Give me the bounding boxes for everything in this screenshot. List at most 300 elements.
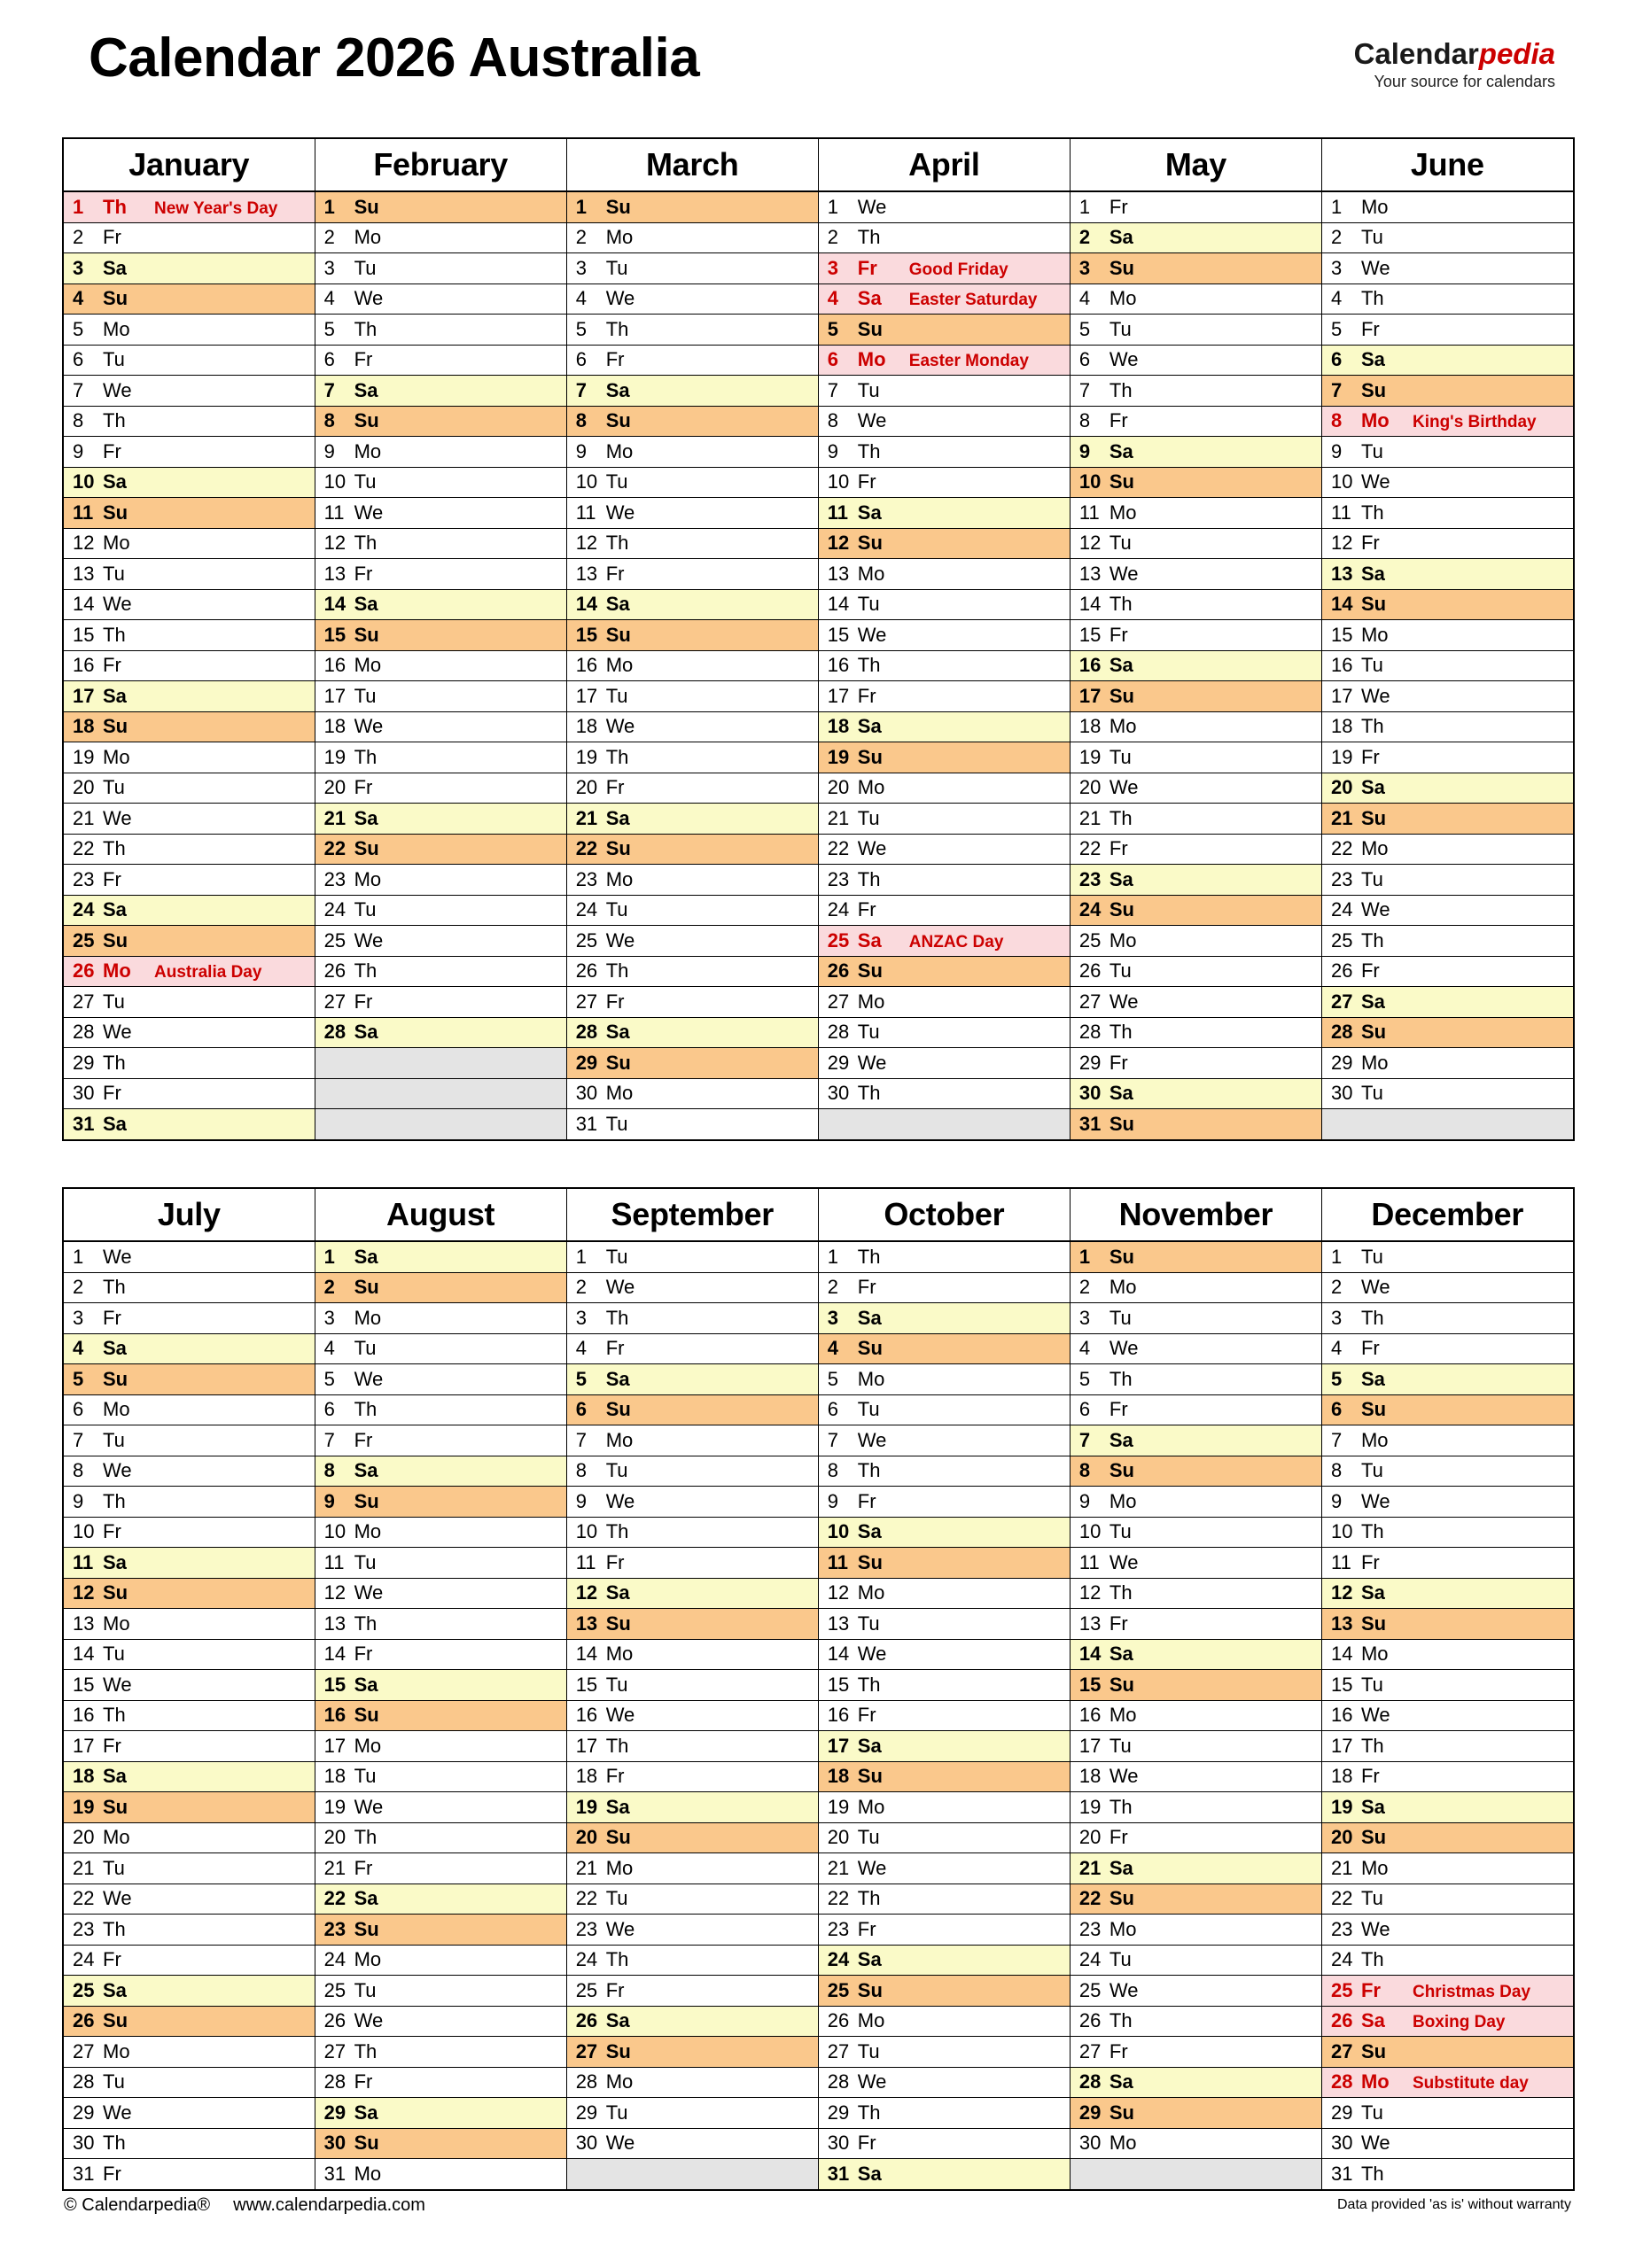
day-cell-october-18[interactable]: [818, 1761, 1070, 1792]
day-cell-december-5[interactable]: [1321, 1364, 1573, 1395]
day-cell-april-21[interactable]: [818, 804, 1070, 835]
day-cell-september-21[interactable]: [566, 1853, 818, 1884]
day-cell-february-11[interactable]: [315, 498, 566, 529]
day-cell-february-16[interactable]: [315, 650, 566, 681]
day-cell-june-18[interactable]: [1321, 711, 1573, 742]
day-cell-march-29[interactable]: [566, 1048, 818, 1079]
day-cell-january-6[interactable]: [63, 345, 315, 376]
day-cell-october-4[interactable]: [818, 1333, 1070, 1364]
day-cell-december-27[interactable]: [1321, 2037, 1573, 2068]
day-cell-november-5[interactable]: [1070, 1364, 1321, 1395]
day-cell-september-18[interactable]: [566, 1761, 818, 1792]
day-cell-february-17[interactable]: [315, 681, 566, 712]
day-cell-september-26[interactable]: [566, 2006, 818, 2037]
day-cell-may-31[interactable]: [1070, 1109, 1321, 1140]
day-cell-february-20[interactable]: [315, 773, 566, 804]
day-cell-october-7[interactable]: [818, 1425, 1070, 1456]
day-cell-october-20[interactable]: [818, 1822, 1070, 1853]
day-cell-july-30[interactable]: [63, 2128, 315, 2159]
day-cell-october-21[interactable]: [818, 1853, 1070, 1884]
day-cell-july-13[interactable]: [63, 1609, 315, 1640]
day-cell-october-15[interactable]: [818, 1670, 1070, 1701]
day-cell-january-26[interactable]: [63, 956, 315, 987]
day-cell-july-2[interactable]: [63, 1272, 315, 1303]
day-cell-march-11[interactable]: [566, 498, 818, 529]
day-cell-march-28[interactable]: [566, 1017, 818, 1048]
day-cell-june-12[interactable]: [1321, 528, 1573, 559]
day-cell-april-11[interactable]: [818, 498, 1070, 529]
day-cell-june-23[interactable]: [1321, 865, 1573, 896]
day-cell-august-10[interactable]: [315, 1517, 566, 1548]
day-cell-december-1[interactable]: [1321, 1241, 1573, 1272]
day-cell-march-20[interactable]: [566, 773, 818, 804]
day-cell-october-5[interactable]: [818, 1364, 1070, 1395]
day-cell-july-26[interactable]: [63, 2006, 315, 2037]
day-cell-march-12[interactable]: [566, 528, 818, 559]
day-cell-october-26[interactable]: [818, 2006, 1070, 2037]
day-cell-may-14[interactable]: [1070, 589, 1321, 620]
day-cell-july-22[interactable]: [63, 1884, 315, 1915]
day-cell-march-10[interactable]: [566, 467, 818, 498]
day-cell-may-22[interactable]: [1070, 834, 1321, 865]
day-cell-january-12[interactable]: [63, 528, 315, 559]
day-cell-june-13[interactable]: [1321, 559, 1573, 590]
day-cell-march-30[interactable]: [566, 1078, 818, 1109]
day-cell-march-14[interactable]: [566, 589, 818, 620]
day-cell-june-3[interactable]: [1321, 253, 1573, 284]
day-cell-july-28[interactable]: [63, 2067, 315, 2098]
day-cell-april-25[interactable]: [818, 926, 1070, 957]
day-cell-april-24[interactable]: [818, 895, 1070, 926]
day-cell-september-9[interactable]: [566, 1487, 818, 1518]
day-cell-march-15[interactable]: [566, 620, 818, 651]
day-cell-july-18[interactable]: [63, 1761, 315, 1792]
day-cell-june-2[interactable]: [1321, 222, 1573, 253]
day-cell-march-21[interactable]: [566, 804, 818, 835]
day-cell-february-5[interactable]: [315, 315, 566, 346]
day-cell-september-25[interactable]: [566, 1976, 818, 2007]
day-cell-october-8[interactable]: [818, 1456, 1070, 1487]
day-cell-november-21[interactable]: [1070, 1853, 1321, 1884]
day-cell-july-19[interactable]: [63, 1792, 315, 1823]
day-cell-june-28[interactable]: [1321, 1017, 1573, 1048]
day-cell-april-26[interactable]: [818, 956, 1070, 987]
day-cell-november-15[interactable]: [1070, 1670, 1321, 1701]
day-cell-may-6[interactable]: [1070, 345, 1321, 376]
day-cell-may-11[interactable]: [1070, 498, 1321, 529]
day-cell-january-19[interactable]: [63, 742, 315, 773]
day-cell-november-28[interactable]: [1070, 2067, 1321, 2098]
day-cell-april-27[interactable]: [818, 987, 1070, 1018]
day-cell-february-13[interactable]: [315, 559, 566, 590]
day-cell-february-4[interactable]: [315, 284, 566, 315]
day-cell-january-25[interactable]: [63, 926, 315, 957]
day-cell-june-22[interactable]: [1321, 834, 1573, 865]
day-cell-may-5[interactable]: [1070, 315, 1321, 346]
day-cell-december-20[interactable]: [1321, 1822, 1573, 1853]
day-cell-august-1[interactable]: [315, 1241, 566, 1272]
day-cell-september-1[interactable]: [566, 1241, 818, 1272]
day-cell-september-19[interactable]: [566, 1792, 818, 1823]
day-cell-february-24[interactable]: [315, 895, 566, 926]
day-cell-december-8[interactable]: [1321, 1456, 1573, 1487]
day-cell-august-19[interactable]: [315, 1792, 566, 1823]
day-cell-november-6[interactable]: [1070, 1394, 1321, 1425]
day-cell-february-12[interactable]: [315, 528, 566, 559]
day-cell-august-6[interactable]: [315, 1394, 566, 1425]
day-cell-may-30[interactable]: [1070, 1078, 1321, 1109]
day-cell-august-25[interactable]: [315, 1976, 566, 2007]
day-cell-november-8[interactable]: [1070, 1456, 1321, 1487]
day-cell-may-9[interactable]: [1070, 437, 1321, 468]
day-cell-august-18[interactable]: [315, 1761, 566, 1792]
day-cell-june-20[interactable]: [1321, 773, 1573, 804]
day-cell-july-8[interactable]: [63, 1456, 315, 1487]
day-cell-november-25[interactable]: [1070, 1976, 1321, 2007]
day-cell-july-14[interactable]: [63, 1639, 315, 1670]
day-cell-october-3[interactable]: [818, 1303, 1070, 1334]
day-cell-december-17[interactable]: [1321, 1731, 1573, 1762]
day-cell-november-11[interactable]: [1070, 1548, 1321, 1579]
day-cell-august-31[interactable]: [315, 2159, 566, 2190]
day-cell-july-31[interactable]: [63, 2159, 315, 2190]
day-cell-december-6[interactable]: [1321, 1394, 1573, 1425]
day-cell-june-30[interactable]: [1321, 1078, 1573, 1109]
footer-website-link[interactable]: www.calendarpedia.com: [233, 2195, 425, 2215]
day-cell-november-10[interactable]: [1070, 1517, 1321, 1548]
day-cell-september-4[interactable]: [566, 1333, 818, 1364]
day-cell-march-23[interactable]: [566, 865, 818, 896]
day-cell-january-29[interactable]: [63, 1048, 315, 1079]
day-cell-june-24[interactable]: [1321, 895, 1573, 926]
day-cell-october-2[interactable]: [818, 1272, 1070, 1303]
day-cell-october-9[interactable]: [818, 1487, 1070, 1518]
day-cell-november-16[interactable]: [1070, 1700, 1321, 1731]
day-cell-february-7[interactable]: [315, 376, 566, 407]
day-cell-march-4[interactable]: [566, 284, 818, 315]
day-cell-january-17[interactable]: [63, 681, 315, 712]
day-cell-december-19[interactable]: [1321, 1792, 1573, 1823]
day-cell-november-9[interactable]: [1070, 1487, 1321, 1518]
day-cell-november-1[interactable]: [1070, 1241, 1321, 1272]
day-cell-august-17[interactable]: [315, 1731, 566, 1762]
day-cell-january-7[interactable]: [63, 376, 315, 407]
day-cell-october-27[interactable]: [818, 2037, 1070, 2068]
day-cell-november-12[interactable]: [1070, 1578, 1321, 1609]
day-cell-june-11[interactable]: [1321, 498, 1573, 529]
day-cell-march-8[interactable]: [566, 406, 818, 437]
day-cell-december-22[interactable]: [1321, 1884, 1573, 1915]
day-cell-april-3[interactable]: [818, 253, 1070, 284]
day-cell-march-27[interactable]: [566, 987, 818, 1018]
day-cell-august-28[interactable]: [315, 2067, 566, 2098]
day-cell-may-20[interactable]: [1070, 773, 1321, 804]
day-cell-september-12[interactable]: [566, 1578, 818, 1609]
day-cell-june-25[interactable]: [1321, 926, 1573, 957]
day-cell-march-3[interactable]: [566, 253, 818, 284]
day-cell-august-16[interactable]: [315, 1700, 566, 1731]
day-cell-may-24[interactable]: [1070, 895, 1321, 926]
day-cell-august-21[interactable]: [315, 1853, 566, 1884]
day-cell-december-12[interactable]: [1321, 1578, 1573, 1609]
day-cell-march-1[interactable]: [566, 191, 818, 222]
day-cell-january-11[interactable]: [63, 498, 315, 529]
day-cell-october-6[interactable]: [818, 1394, 1070, 1425]
day-cell-may-12[interactable]: [1070, 528, 1321, 559]
day-cell-may-23[interactable]: [1070, 865, 1321, 896]
day-cell-november-14[interactable]: [1070, 1639, 1321, 1670]
day-cell-september-23[interactable]: [566, 1915, 818, 1946]
day-cell-may-16[interactable]: [1070, 650, 1321, 681]
day-cell-december-2[interactable]: [1321, 1272, 1573, 1303]
day-cell-september-5[interactable]: [566, 1364, 818, 1395]
day-cell-january-5[interactable]: [63, 315, 315, 346]
day-cell-january-23[interactable]: [63, 865, 315, 896]
day-cell-may-1[interactable]: [1070, 191, 1321, 222]
day-cell-december-26[interactable]: [1321, 2006, 1573, 2037]
day-cell-march-25[interactable]: [566, 926, 818, 957]
day-cell-october-23[interactable]: [818, 1915, 1070, 1946]
day-cell-september-24[interactable]: [566, 1945, 818, 1976]
day-cell-september-6[interactable]: [566, 1394, 818, 1425]
day-cell-may-17[interactable]: [1070, 681, 1321, 712]
day-cell-august-3[interactable]: [315, 1303, 566, 1334]
day-cell-august-23[interactable]: [315, 1915, 566, 1946]
day-cell-september-14[interactable]: [566, 1639, 818, 1670]
day-cell-july-11[interactable]: [63, 1548, 315, 1579]
day-cell-december-24[interactable]: [1321, 1945, 1573, 1976]
day-cell-march-18[interactable]: [566, 711, 818, 742]
day-cell-march-16[interactable]: [566, 650, 818, 681]
day-cell-june-21[interactable]: [1321, 804, 1573, 835]
day-cell-august-15[interactable]: [315, 1670, 566, 1701]
day-cell-november-29[interactable]: [1070, 2098, 1321, 2129]
day-cell-november-13[interactable]: [1070, 1609, 1321, 1640]
day-cell-august-11[interactable]: [315, 1548, 566, 1579]
day-cell-december-11[interactable]: [1321, 1548, 1573, 1579]
day-cell-december-13[interactable]: [1321, 1609, 1573, 1640]
day-cell-october-14[interactable]: [818, 1639, 1070, 1670]
day-cell-april-10[interactable]: [818, 467, 1070, 498]
day-cell-december-18[interactable]: [1321, 1761, 1573, 1792]
day-cell-october-28[interactable]: [818, 2067, 1070, 2098]
day-cell-june-14[interactable]: [1321, 589, 1573, 620]
day-cell-march-24[interactable]: [566, 895, 818, 926]
day-cell-june-17[interactable]: [1321, 681, 1573, 712]
day-cell-november-4[interactable]: [1070, 1333, 1321, 1364]
day-cell-february-19[interactable]: [315, 742, 566, 773]
day-cell-march-7[interactable]: [566, 376, 818, 407]
day-cell-january-1[interactable]: [63, 191, 315, 222]
day-cell-january-28[interactable]: [63, 1017, 315, 1048]
day-cell-june-27[interactable]: [1321, 987, 1573, 1018]
day-cell-june-26[interactable]: [1321, 956, 1573, 987]
day-cell-february-10[interactable]: [315, 467, 566, 498]
day-cell-may-28[interactable]: [1070, 1017, 1321, 1048]
day-cell-april-13[interactable]: [818, 559, 1070, 590]
day-cell-august-27[interactable]: [315, 2037, 566, 2068]
day-cell-december-29[interactable]: [1321, 2098, 1573, 2129]
day-cell-october-13[interactable]: [818, 1609, 1070, 1640]
day-cell-august-24[interactable]: [315, 1945, 566, 1976]
day-cell-december-10[interactable]: [1321, 1517, 1573, 1548]
day-cell-june-16[interactable]: [1321, 650, 1573, 681]
day-cell-april-18[interactable]: [818, 711, 1070, 742]
day-cell-december-15[interactable]: [1321, 1670, 1573, 1701]
day-cell-april-15[interactable]: [818, 620, 1070, 651]
day-cell-july-3[interactable]: [63, 1303, 315, 1334]
day-cell-april-28[interactable]: [818, 1017, 1070, 1048]
day-cell-august-22[interactable]: [315, 1884, 566, 1915]
day-cell-june-19[interactable]: [1321, 742, 1573, 773]
day-cell-february-6[interactable]: [315, 345, 566, 376]
day-cell-november-20[interactable]: [1070, 1822, 1321, 1853]
day-cell-september-11[interactable]: [566, 1548, 818, 1579]
day-cell-may-25[interactable]: [1070, 926, 1321, 957]
day-cell-september-8[interactable]: [566, 1456, 818, 1487]
day-cell-september-2[interactable]: [566, 1272, 818, 1303]
day-cell-june-15[interactable]: [1321, 620, 1573, 651]
day-cell-july-21[interactable]: [63, 1853, 315, 1884]
day-cell-march-26[interactable]: [566, 956, 818, 987]
day-cell-october-1[interactable]: [818, 1241, 1070, 1272]
day-cell-october-11[interactable]: [818, 1548, 1070, 1579]
day-cell-november-23[interactable]: [1070, 1915, 1321, 1946]
day-cell-december-25[interactable]: [1321, 1976, 1573, 2007]
day-cell-february-18[interactable]: [315, 711, 566, 742]
day-cell-june-10[interactable]: [1321, 467, 1573, 498]
day-cell-january-31[interactable]: [63, 1109, 315, 1140]
day-cell-may-2[interactable]: [1070, 222, 1321, 253]
day-cell-november-22[interactable]: [1070, 1884, 1321, 1915]
day-cell-july-29[interactable]: [63, 2098, 315, 2129]
day-cell-october-29[interactable]: [818, 2098, 1070, 2129]
day-cell-december-7[interactable]: [1321, 1425, 1573, 1456]
day-cell-march-9[interactable]: [566, 437, 818, 468]
day-cell-september-30[interactable]: [566, 2128, 818, 2159]
day-cell-october-10[interactable]: [818, 1517, 1070, 1548]
day-cell-april-19[interactable]: [818, 742, 1070, 773]
day-cell-january-15[interactable]: [63, 620, 315, 651]
day-cell-may-7[interactable]: [1070, 376, 1321, 407]
day-cell-april-7[interactable]: [818, 376, 1070, 407]
day-cell-june-4[interactable]: [1321, 284, 1573, 315]
day-cell-december-14[interactable]: [1321, 1639, 1573, 1670]
day-cell-august-20[interactable]: [315, 1822, 566, 1853]
day-cell-november-19[interactable]: [1070, 1792, 1321, 1823]
day-cell-november-17[interactable]: [1070, 1731, 1321, 1762]
day-cell-december-9[interactable]: [1321, 1487, 1573, 1518]
day-cell-july-6[interactable]: [63, 1394, 315, 1425]
day-cell-august-30[interactable]: [315, 2128, 566, 2159]
day-cell-april-20[interactable]: [818, 773, 1070, 804]
day-cell-september-28[interactable]: [566, 2067, 818, 2098]
day-cell-september-3[interactable]: [566, 1303, 818, 1334]
day-cell-september-10[interactable]: [566, 1517, 818, 1548]
day-cell-january-2[interactable]: [63, 222, 315, 253]
day-cell-november-24[interactable]: [1070, 1945, 1321, 1976]
day-cell-december-3[interactable]: [1321, 1303, 1573, 1334]
day-cell-august-4[interactable]: [315, 1333, 566, 1364]
day-cell-february-15[interactable]: [315, 620, 566, 651]
day-cell-august-14[interactable]: [315, 1639, 566, 1670]
day-cell-may-15[interactable]: [1070, 620, 1321, 651]
day-cell-october-22[interactable]: [818, 1884, 1070, 1915]
day-cell-august-5[interactable]: [315, 1364, 566, 1395]
day-cell-august-12[interactable]: [315, 1578, 566, 1609]
day-cell-december-16[interactable]: [1321, 1700, 1573, 1731]
day-cell-february-22[interactable]: [315, 834, 566, 865]
day-cell-january-27[interactable]: [63, 987, 315, 1018]
day-cell-august-2[interactable]: [315, 1272, 566, 1303]
day-cell-january-18[interactable]: [63, 711, 315, 742]
day-cell-february-25[interactable]: [315, 926, 566, 957]
day-cell-january-3[interactable]: [63, 253, 315, 284]
day-cell-december-4[interactable]: [1321, 1333, 1573, 1364]
day-cell-july-7[interactable]: [63, 1425, 315, 1456]
day-cell-february-14[interactable]: [315, 589, 566, 620]
day-cell-december-31[interactable]: [1321, 2159, 1573, 2190]
day-cell-march-19[interactable]: [566, 742, 818, 773]
day-cell-september-15[interactable]: [566, 1670, 818, 1701]
day-cell-february-9[interactable]: [315, 437, 566, 468]
day-cell-january-30[interactable]: [63, 1078, 315, 1109]
day-cell-december-30[interactable]: [1321, 2128, 1573, 2159]
day-cell-february-1[interactable]: [315, 191, 566, 222]
day-cell-may-26[interactable]: [1070, 956, 1321, 987]
day-cell-february-28[interactable]: [315, 1017, 566, 1048]
day-cell-august-8[interactable]: [315, 1456, 566, 1487]
day-cell-april-5[interactable]: [818, 315, 1070, 346]
day-cell-may-10[interactable]: [1070, 467, 1321, 498]
day-cell-september-22[interactable]: [566, 1884, 818, 1915]
day-cell-february-8[interactable]: [315, 406, 566, 437]
day-cell-september-7[interactable]: [566, 1425, 818, 1456]
day-cell-february-2[interactable]: [315, 222, 566, 253]
day-cell-november-7[interactable]: [1070, 1425, 1321, 1456]
day-cell-january-20[interactable]: [63, 773, 315, 804]
day-cell-august-29[interactable]: [315, 2098, 566, 2129]
day-cell-june-8[interactable]: [1321, 406, 1573, 437]
day-cell-january-4[interactable]: [63, 284, 315, 315]
day-cell-january-16[interactable]: [63, 650, 315, 681]
day-cell-july-20[interactable]: [63, 1822, 315, 1853]
day-cell-july-12[interactable]: [63, 1578, 315, 1609]
day-cell-april-2[interactable]: [818, 222, 1070, 253]
day-cell-july-1[interactable]: [63, 1241, 315, 1272]
day-cell-january-8[interactable]: [63, 406, 315, 437]
day-cell-january-9[interactable]: [63, 437, 315, 468]
day-cell-august-26[interactable]: [315, 2006, 566, 2037]
day-cell-january-21[interactable]: [63, 804, 315, 835]
day-cell-july-24[interactable]: [63, 1945, 315, 1976]
day-cell-april-30[interactable]: [818, 1078, 1070, 1109]
day-cell-june-7[interactable]: [1321, 376, 1573, 407]
day-cell-november-26[interactable]: [1070, 2006, 1321, 2037]
day-cell-september-16[interactable]: [566, 1700, 818, 1731]
day-cell-june-6[interactable]: [1321, 345, 1573, 376]
day-cell-may-27[interactable]: [1070, 987, 1321, 1018]
day-cell-october-24[interactable]: [818, 1945, 1070, 1976]
day-cell-november-18[interactable]: [1070, 1761, 1321, 1792]
day-cell-april-4[interactable]: [818, 284, 1070, 315]
day-cell-july-4[interactable]: [63, 1333, 315, 1364]
day-cell-january-13[interactable]: [63, 559, 315, 590]
day-cell-february-23[interactable]: [315, 865, 566, 896]
day-cell-april-17[interactable]: [818, 681, 1070, 712]
day-cell-december-23[interactable]: [1321, 1915, 1573, 1946]
day-cell-may-19[interactable]: [1070, 742, 1321, 773]
